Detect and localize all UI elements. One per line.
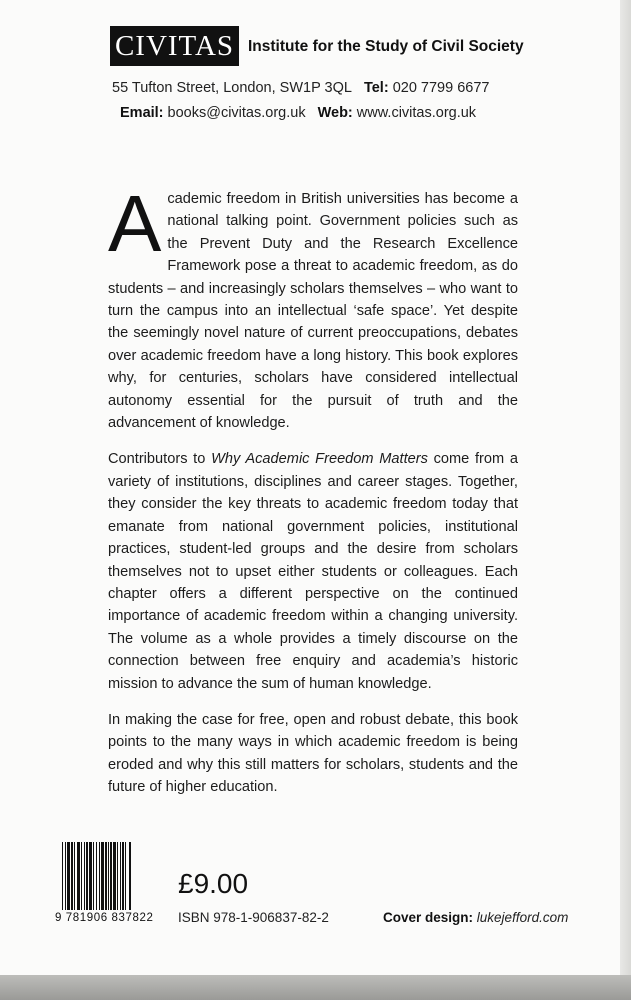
tel-label: Tel:	[363, 80, 389, 96]
civitas-logo	[110, 26, 239, 66]
paragraph-2-text: come from a variety of institutions, disciplines and career stages. Together, they consider the key threats to academic freedom today that emanate from national government policies, institutional practices, student-led groups and the desire from scholars themselves not to upset either students or colleagues. Each chapter offers a different perspective on the continued importance of academic freedom within a changing university. The volume as a whole provides a timely discourse on the connection between free enquiry and academia’s historic mission to advance the sum of human knowledge.	[108, 451, 518, 692]
address-line	[112, 80, 489, 96]
web-value: www.civitas.org.uk	[356, 105, 477, 121]
cover-design-label: Cover design:	[383, 910, 474, 925]
tel-value: 020 7799 6677	[392, 80, 490, 96]
paragraph-2-intro: Contributors to	[108, 451, 212, 468]
price: £9.00	[178, 868, 249, 899]
page-edge-bottom	[0, 975, 631, 1000]
cover-design-credit	[383, 910, 568, 925]
paragraph-1-text: cademic freedom in British universities has become a national talking point. Government policies such as the Prevent Duty and the Research Excellence Framework pose a threat to academic freedom, as do students – and increasingly scholars themselves – who want to turn the campus into an intellectual ‘safe space’. Yet despite the seemingly novel nature of current preoccupations, debates over academic freedom have a long history. This book explores why, for centuries, scholars have considered intellectual autonomy essential for the pursuit of truth and the advancement of knowledge.	[108, 191, 518, 432]
institute-name: Institute for the Study of Civil Society	[248, 38, 524, 55]
cover-design-value: lukejefford.com	[476, 910, 569, 925]
barcode	[62, 842, 160, 910]
blurb-paragraph-2	[108, 448, 518, 694]
isbn: ISBN 978-1-906837-82-2	[178, 910, 329, 925]
web-label: Web:	[317, 105, 353, 121]
page-edge-right	[620, 0, 631, 1000]
blurb-paragraph-3: In making the case for free, open and robust debate, this book points to the many ways in which academic freedom is being eroded and why this still matters for scholars, students and the future of higher education.	[108, 711, 518, 796]
address: 55 Tufton Street, London, SW1P 3QL	[112, 80, 352, 96]
email-label: Email:	[120, 105, 164, 121]
blurb-paragraph-1	[108, 179, 518, 434]
email-value: books@civitas.org.uk	[167, 105, 306, 121]
barcode-digits: 9 781906 837822	[55, 912, 154, 924]
contact-line	[120, 105, 476, 121]
drop-cap: A	[108, 179, 162, 268]
book-title: Why Academic Freedom Matters	[211, 451, 428, 468]
logo-text: CIVITAS	[114, 29, 235, 62]
blurb	[108, 179, 518, 813]
